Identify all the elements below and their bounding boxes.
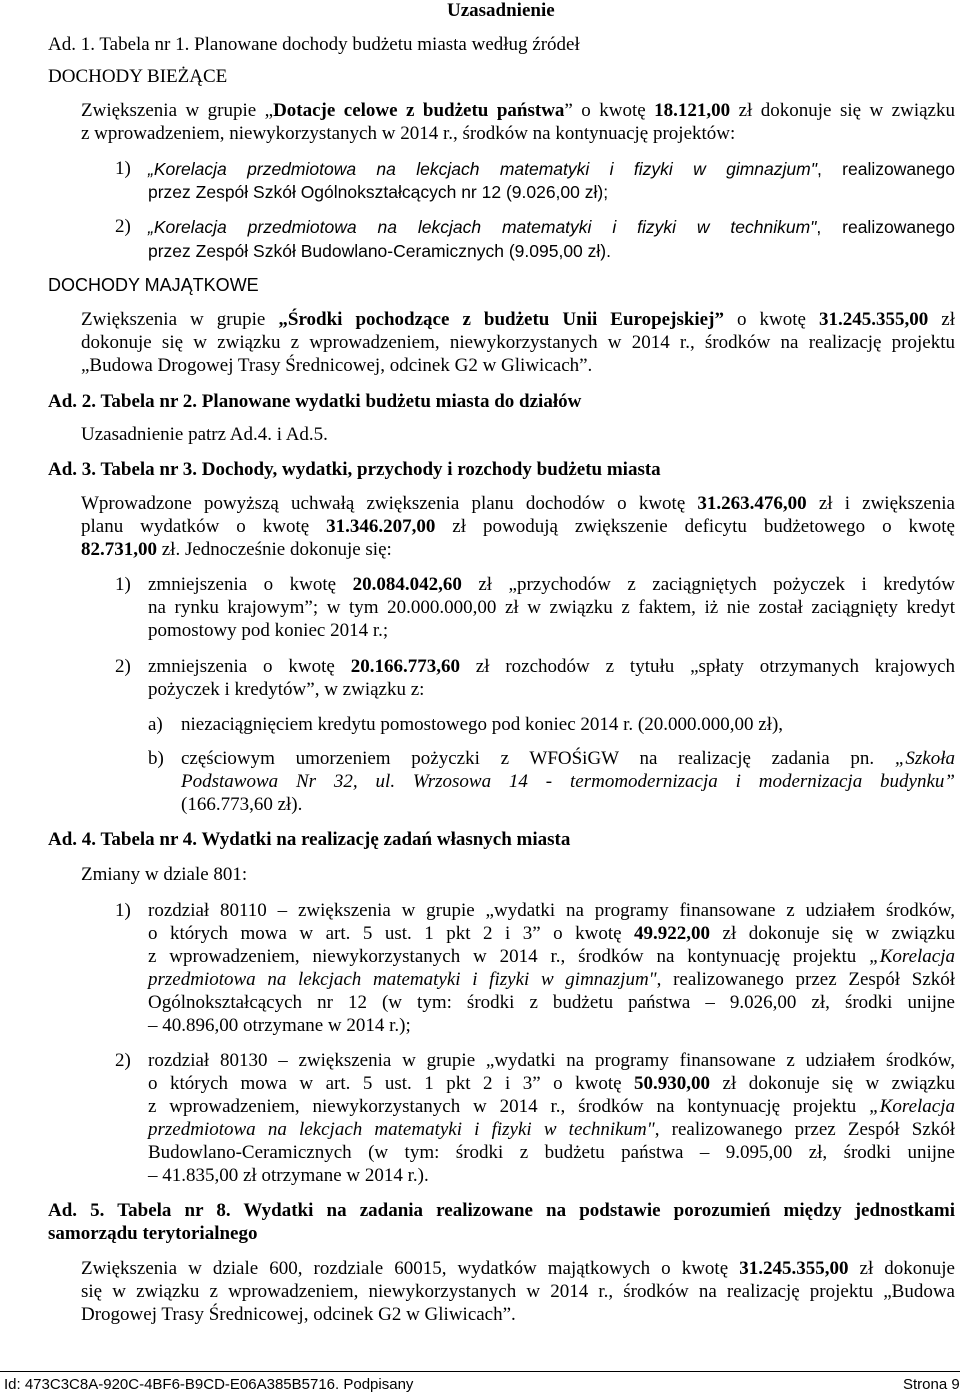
ad3-sub-b-line2: Podstawowa Nr 32, ul. Wrzosowa 14 - termomodernizacja i modernizacja budynku” [181,771,955,792]
ad1-item2-line2: przez Zespół Szkół Budowlano-Ceramicznych (9.095,00 zł). [148,241,611,261]
document-title: Uzasadnienie [447,0,555,21]
ad4-r1-line1: rozdział 80110 – zwiększenia w grupie „wydatki na programy finansowane z udziałem środków, [148,900,955,921]
ad3-sub-b-line3: (166.773,60 zł). [181,794,303,815]
ad4-r2-line5: Budowlano-Ceramicznych (w tym: środki z budżetu państwa – 9.095,00 zł, środki unijne [148,1142,955,1163]
ad4-r1-line5: Ogólnokształcących nr 12 (w tym: środki z budżetu państwa – 9.026,00 zł, środki unijne [148,992,955,1013]
ad4-r2-line6: – 41.835,00 zł otrzymane w 2014 r.). [148,1165,429,1186]
ad1-item1-number: 1) [115,158,131,179]
ad3-item2-line2: pożyczek i kredytów”, w związku z: [148,679,425,700]
ad3-sub-b-label: b) [148,748,164,769]
page-number: Strona 9 [903,1376,960,1393]
ad1-item1-line2: przez Zespół Szkół Ogólnokształcących nr 12 (9.026,00 zł); [148,182,609,202]
page-footer [0,1371,960,1396]
ad3-item1-line1: zmniejszenia o kwotę 20.084.042,60 zł „przychodów z zaciągniętych pożyczek i kredytów [148,574,955,595]
ad4-r2-line4: przedmiotowa na lekcjach matematyki i fizyki w technikum", realizowanego przez Zespół Szkół [148,1119,955,1140]
ad3-item2-number: 2) [115,656,131,677]
property-income-heading: DOCHODY MAJĄTKOWE [48,275,259,295]
current-income-heading: DOCHODY BIEŻĄCE [48,66,228,87]
ad2-heading: Ad. 2. Tabela nr 2. Planowane wydatki budżetu miasta do działów [48,391,582,412]
ad3-sub-a-text: niezaciągnięciem kredytu pomostowego pod koniec 2014 r. (20.000.000,00 zł), [181,714,784,735]
ad4-heading: Ad. 4. Tabela nr 4. Wydatki na realizację zadań własnych miasta [48,829,571,850]
ad3-sub-b-line1: częściowym umorzeniem pożyczki z WFOŚiGW na realizację zadania pn. „Szkoła [181,748,955,769]
ad5-heading-line1: Ad. 5. Tabela nr 8. Wydatki na zadania realizowane na podstawie porozumień między jednostkami [48,1200,955,1221]
ad1-p2-line1: Zwiększenia w grupie „Środki pochodzące z budżetu Unii Europejskiej” o kwotę 31.245.355,00 zł [81,309,955,330]
ad4-r2-line3: z wprowadzeniem, niewykorzystanych w 2014 r., środków na kontynuację projektu „Korelacja [148,1096,955,1117]
ad4-r1-number: 1) [115,900,131,921]
ad3-heading: Ad. 3. Tabela nr 3. Dochody, wydatki, przychody i rozchody budżetu miasta [48,459,661,480]
ad5-p-line3: Drogowej Trasy Średnicowej, odcinek G2 w Gliwicach”. [81,1304,516,1325]
ad4-r1-line2: o których mowa w art. 5 ust. 1 pkt 2 i 3” o kwotę 49.922,00 zł dokonuje się w związku [148,923,955,944]
ad3-item2-line1: zmniejszenia o kwotę 20.166.773,60 zł rozchodów z tytułu „spłaty otrzymanych krajowych [148,656,956,677]
ad4-r1-line3: z wprowadzeniem, niewykorzystanych w 2014 r., środków na kontynuację projektu „Korelacja [148,946,955,967]
ad1-item2-line1: „Korelacja przedmiotowa na lekcjach matematyki i fizyki w technikum", realizowanego [148,217,955,237]
ad3-item1-line3: pomostowy pod koniec 2014 r.; [148,620,389,641]
ad3-item1-line2: na rynku krajowym”; w tym 20.000.000,00 zł w związku z faktem, iż nie został zaciągnięty kredyt [148,597,955,618]
ad2-text: Uzasadnienie patrz Ad.4. i Ad.5. [81,424,328,445]
ad3-p-line1: Wprowadzone powyższą uchwałą zwiększenia planu dochodów o kwotę 31.263.476,00 zł i zwiększenia [81,493,955,514]
ad3-p-line3: 82.731,00 zł. Jednocześnie dokonuje się: [81,539,392,560]
ad1-p1-line2: z wprowadzeniem, niewykorzystanych w 2014 r., środków na kontynuację projektów: [81,123,736,144]
ad1-p2-line2: dokonuje się w związku z wprowadzeniem, niewykorzystanych w 2014 r., środków na realizację projektu [81,332,955,353]
document-id: Id: 473C3C8A-920C-4BF6-B9CD-E06A385B5716. Podpisany [4,1376,414,1393]
ad4-r1-line4: przedmiotowa na lekcjach matematyki i fizyki w gimnazjum", realizowanego przez Zespół Szkół [148,969,955,990]
ad4-r2-number: 2) [115,1050,131,1071]
ad4-r1-line6: – 40.896,00 otrzymane w 2014 r.); [148,1015,411,1036]
ad1-item1-line1: „Korelacja przedmiotowa na lekcjach matematyki i fizyki w gimnazjum", realizowanego [148,159,956,179]
ad1-heading: Ad. 1. Tabela nr 1. Planowane dochody budżetu miasta według źródeł [48,34,580,55]
ad4-r2-line1: rozdział 80130 – zwiększenia w grupie „wydatki na programy finansowane z udziałem środków, [148,1050,955,1071]
ad1-p1-line1: Zwiększenia w grupie „Dotacje celowe z budżetu państwa” o kwotę 18.121,00 zł dokonuje się w związku [81,100,955,121]
ad3-sub-a-label: a) [148,714,163,735]
ad3-item1-number: 1) [115,574,131,595]
ad4-r2-line2: o których mowa w art. 5 ust. 1 pkt 2 i 3” o kwotę 50.930,00 zł dokonuje się w związku [148,1073,955,1094]
ad5-p-line1: Zwiększenia w dziale 600, rozdziale 60015, wydatków majątkowych o kwotę 31.245.355,00 zł dokonuje [81,1258,955,1279]
ad1-item2-number: 2) [115,216,131,237]
ad5-heading-line2: samorządu terytorialnego [48,1223,258,1244]
ad4-subheading: Zmiany w dziale 801: [81,864,248,885]
ad3-p-line2: planu wydatków o kwotę 31.346.207,00 zł powodują zwiększenie deficytu budżetowego o kwotę [81,516,955,537]
ad5-p-line2: się w związku z wprowadzeniem, niewykorzystanych w 2014 r., środków na realizację projektu „Budowa [81,1281,955,1302]
ad1-p2-line3: „Budowa Drogowej Trasy Średnicowej, odcinek G2 w Gliwicach”. [81,355,593,376]
